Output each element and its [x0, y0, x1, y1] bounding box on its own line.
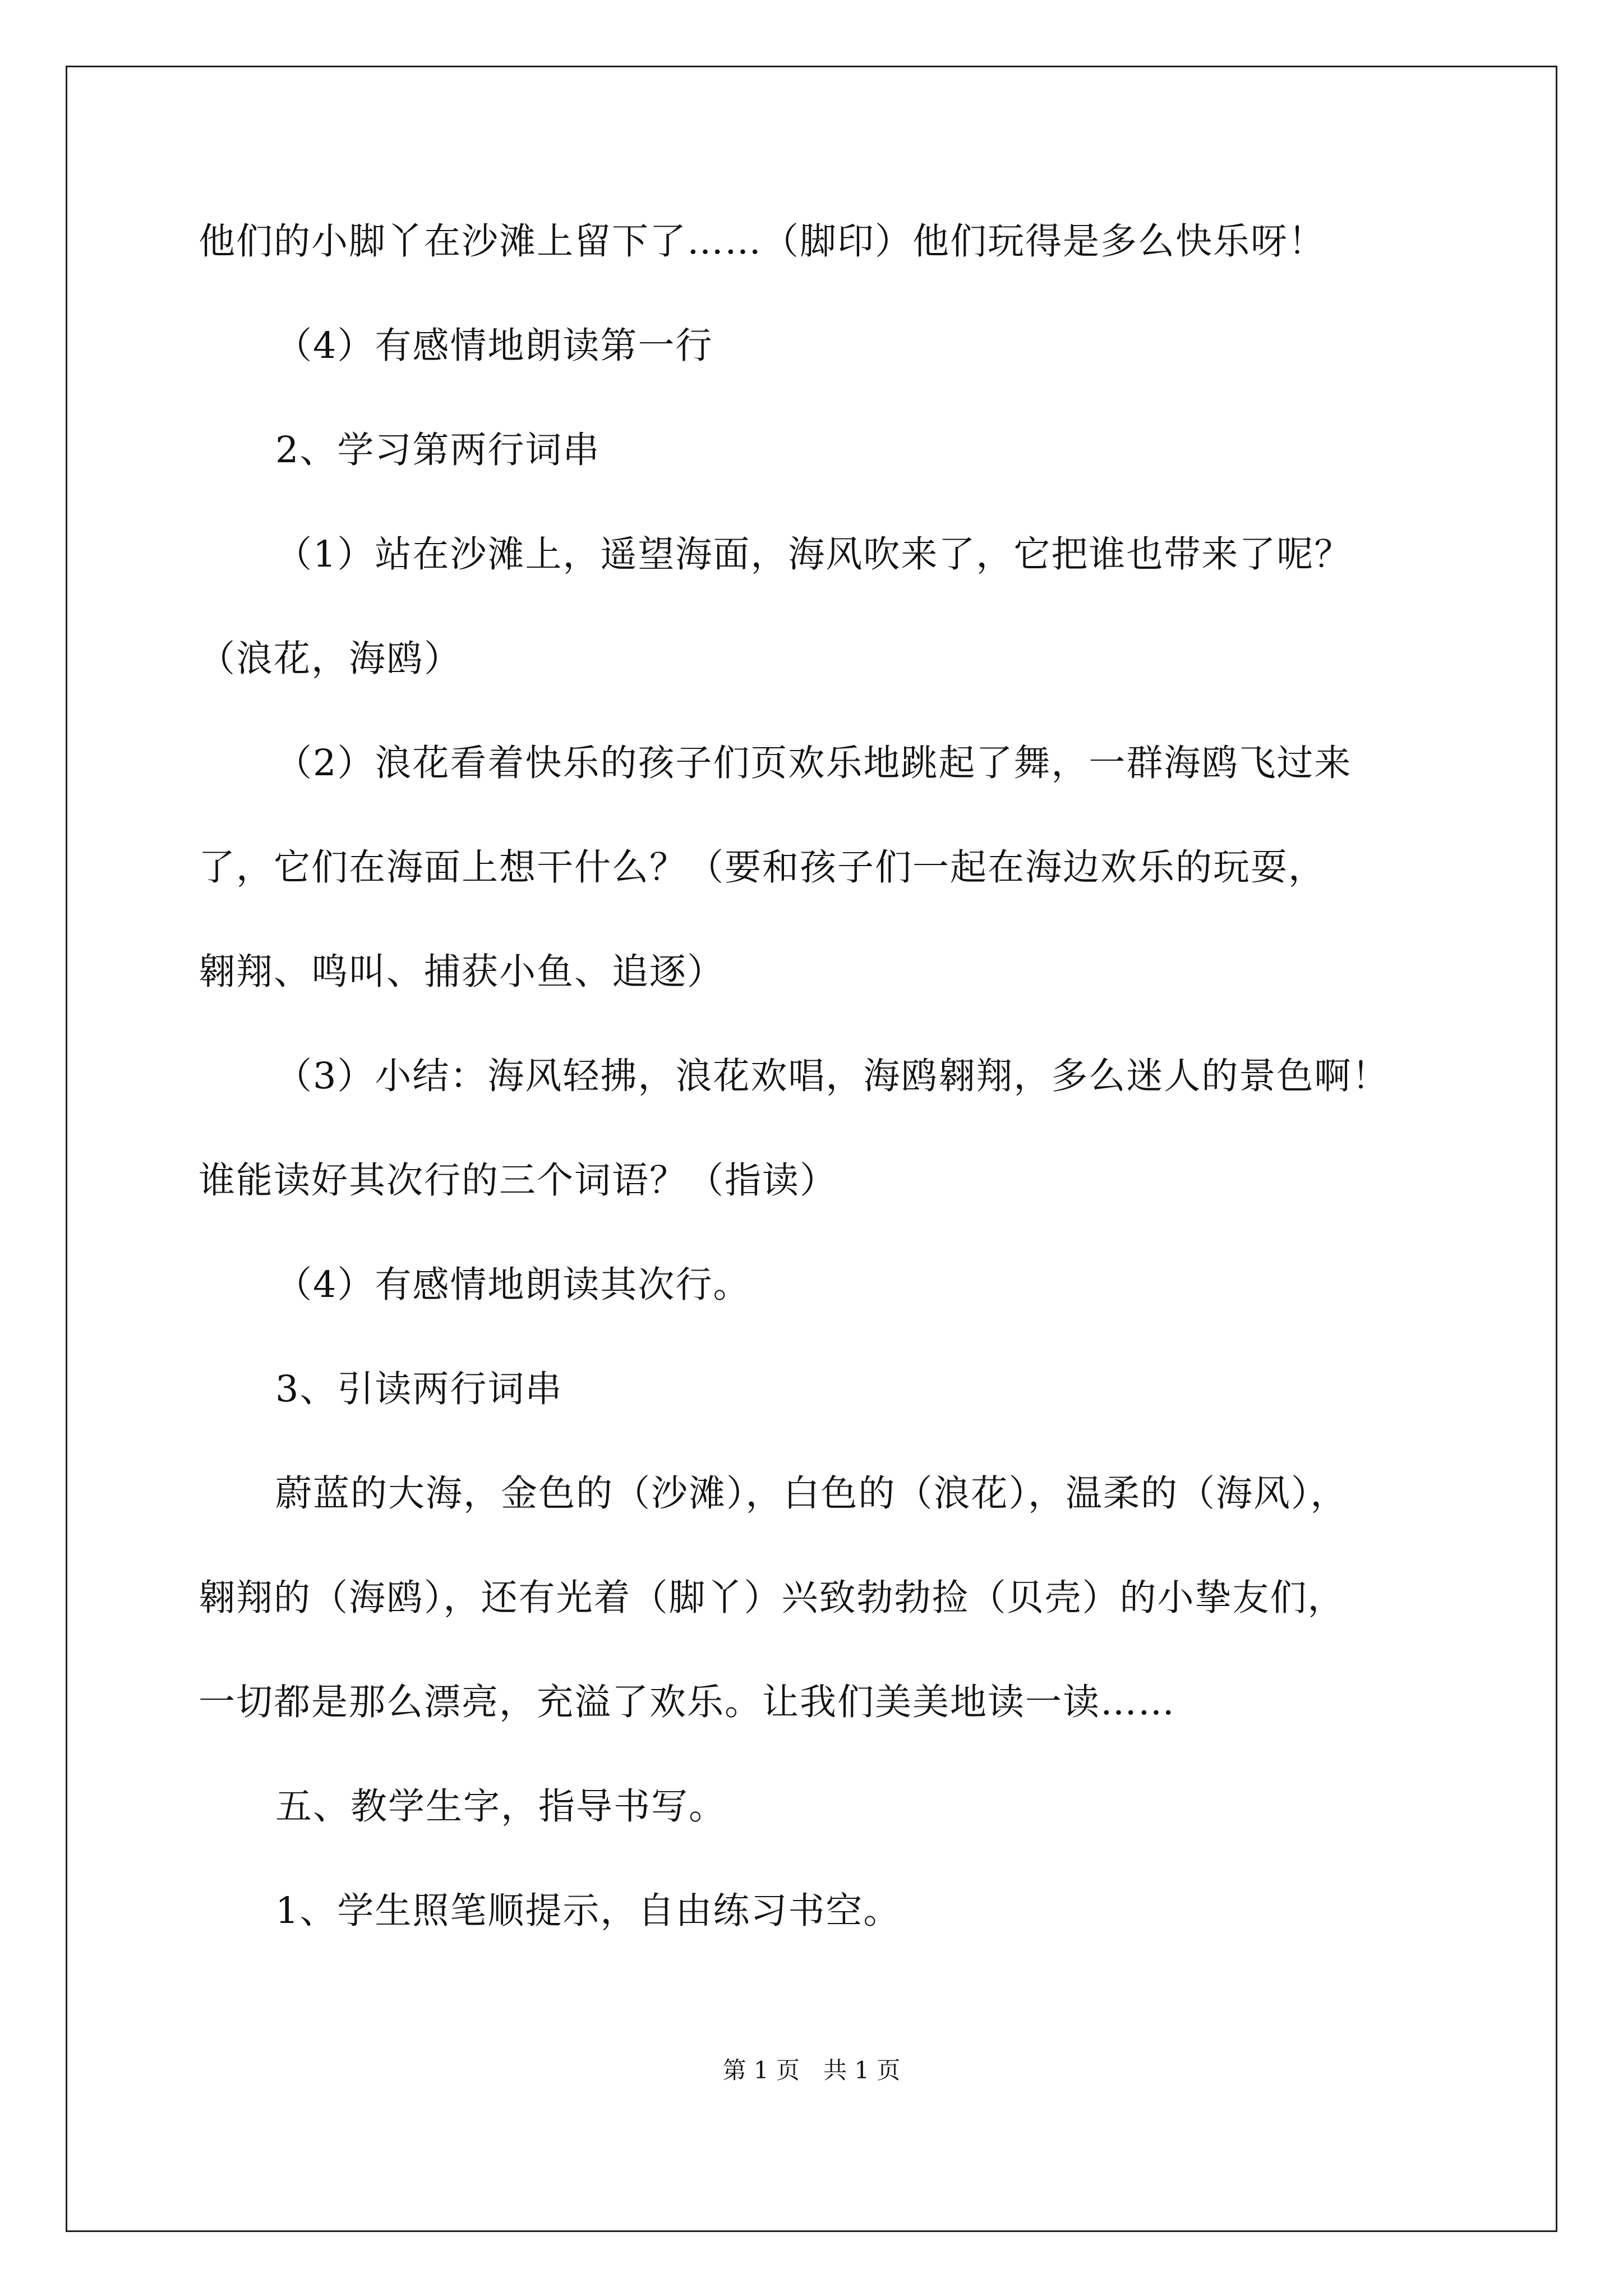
- paragraph-line: 3、引读两行词串: [275, 1368, 563, 1410]
- paragraph-line: 一切都是那么漂亮，充溢了欢乐。让我们美美地读一读……: [199, 1681, 1176, 1723]
- paragraph-line: （浪花，海鸥）: [199, 638, 462, 680]
- paragraph-line: 谁能读好其次行的三个词语？（指读）: [199, 1159, 838, 1202]
- paragraph-line: 五、教学生字，指导书写。: [275, 1786, 727, 1828]
- paragraph-line: 了，它们在海面上想干什么？（要和孩子们一起在海边欢乐的玩耍，: [199, 846, 1326, 889]
- page-number: 第 1 页 共 1 页: [722, 2056, 901, 2084]
- paragraph-line: （4）有感情地朗读其次行。: [275, 1264, 751, 1306]
- paragraph-line: 他们的小脚丫在沙滩上留下了……（脚印）他们玩得是多么快乐呀！: [199, 220, 1326, 263]
- paragraph-line: （1）站在沙滩上，遥望海面，海风吹来了，它把谁也带来了呢？: [275, 533, 1352, 576]
- paragraph-line: （3）小结：海风轻拂，浪花欢唱，海鸥翱翔，多么迷人的景色啊！: [275, 1055, 1390, 1097]
- paragraph-line: 翱翔、鸣叫、捕获小鱼、追逐）: [199, 951, 725, 993]
- paragraph-line: 1、学生照笔顺提示，自由练习书空。: [275, 1890, 901, 1932]
- paragraph-line: （4）有感情地朗读第一行: [275, 325, 713, 367]
- paragraph-line: （2）浪花看着快乐的孩子们页欢乐地跳起了舞，一群海鸥飞过来: [275, 742, 1352, 784]
- paragraph-line: 蔚蓝的大海，金色的（沙滩），白色的（浪花），温柔的（海风），: [275, 1473, 1348, 1515]
- paragraph-line: 2、学习第两行词串: [275, 429, 601, 471]
- paragraph-line: 翱翔的（海鸥），还有光着（脚丫）兴致勃勃捡（贝壳）的小挚友们，: [199, 1577, 1345, 1619]
